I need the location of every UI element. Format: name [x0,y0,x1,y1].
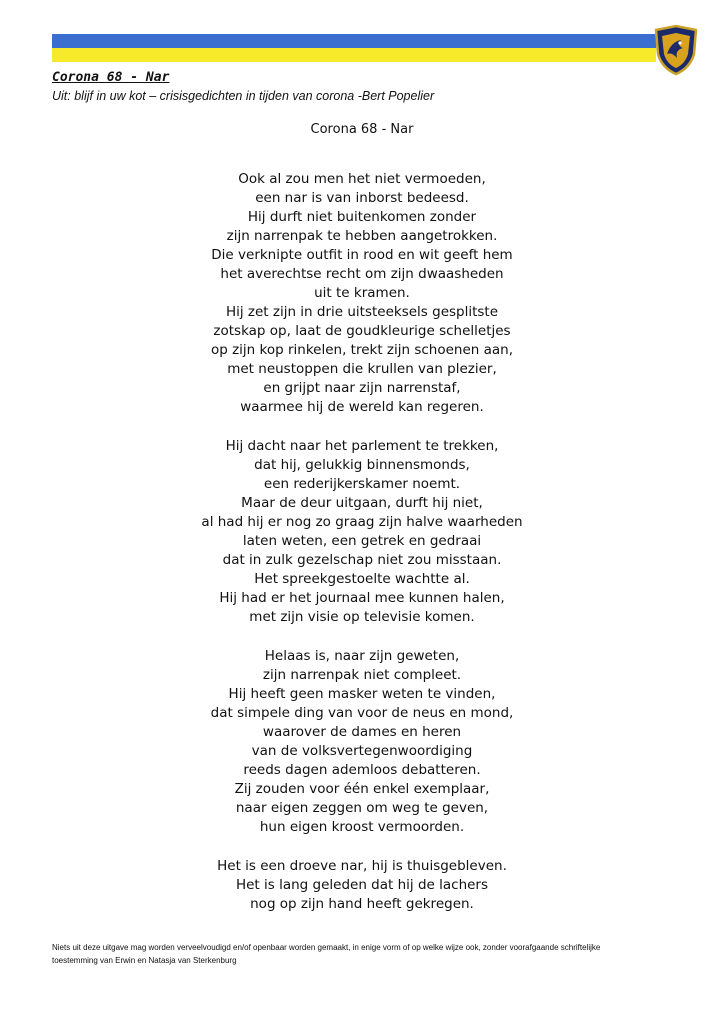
poem-line: Hij zet zijn in drie uitsteeksels gesplitste [225,304,499,320]
poem-line: Ook al zou men het niet vermoeden, [238,171,486,187]
poem-line: met neustoppen die krullen van plezier, [227,361,497,377]
poem-line: een nar is van inborst bedeesd. [255,190,469,206]
poem-line: met zijn visie op televisie komen. [249,609,475,625]
poem-line: dat simpele ding van voor de neus en mond, [210,705,514,721]
poem-line: het averechtse recht om zijn dwaasheden [220,266,504,282]
poem-line: Het spreekgestoelte wachtte al. [254,571,470,587]
poem-line: naar eigen zeggen om weg te geven, [235,800,489,816]
document-heading: Corona 68 - Nar [52,70,170,85]
poem-line: en grijpt naar zijn narrenstaf, [263,380,461,396]
poem-line: uit te kramen. [314,285,410,301]
copyright-footer [52,941,682,967]
poem-line: een rederijkerskamer noemt. [263,476,461,492]
poem-line: Zij zouden voor één enkel exemplaar, [234,781,490,797]
poem-line: hun eigen kroost vermoorden. [259,819,465,835]
poem-line: dat hij, gelukkig binnensmonds, [254,457,470,473]
poem-line: Het is een droeve nar, hij is thuisgebleven. [217,858,507,874]
poem-line: Hij durft niet buitenkomen zonder [247,209,477,225]
shield-logo-icon [653,24,699,76]
poem-line: waarmee hij de wereld kan regeren. [240,399,484,415]
poem-line: nog op zijn hand heeft gekregen. [250,896,474,912]
poem-line: al had hij er nog zo graag zijn halve waarheden [201,514,523,530]
footer-line: Niets uit deze uitgave mag worden verveelvoudigd en/of openbaar worden gemaakt, in enige vorm of op welke wijze ook, zonder voorafgaande schriftelijke [52,943,601,952]
poem-line: Helaas is, naar zijn geweten, [264,648,460,664]
source-citation: Uit: blijf in uw kot – crisisgedichten in tijden van corona -Bert Popelier [52,89,435,103]
footer-line: toestemming van Erwin en Natasja van Sterkenburg [52,956,237,965]
poem-line: dat in zulk gezelschap niet zou misstaan. [222,552,502,568]
poem-line: Hij heeft geen masker weten te vinden, [228,686,496,702]
poem-line: waarover de dames en heren [262,724,462,740]
poem-line: Het is lang geleden dat hij de lachers [235,877,489,893]
poem-line: zijn narrenpak niet compleet. [262,667,462,683]
header-band-yellow [52,48,656,62]
poem-line: reeds dagen ademloos debatteren. [243,762,481,778]
poem-line: van de volksvertegenwoordiging [251,743,473,759]
poem-line: laten weten, een getrek en gedraai [242,533,482,549]
poem-line: op zijn kop rinkelen, trekt zijn schoenen aan, [210,342,514,358]
poem-stanza [0,170,724,417]
poem-stanza [0,437,724,627]
poem-title: Corona 68 - Nar [310,122,414,137]
poem-line: zotskap op, laat de goudkleurige schelletjes [213,323,511,339]
poem-stanza [0,647,724,837]
poem-stanza [0,857,724,914]
poem-line: Hij dacht naar het parlement te trekken, [225,438,499,454]
poem-line: Maar de deur uitgaan, durft hij niet, [241,495,483,511]
poem-line: Die verknipte outfit in rood en wit geeft hem [211,247,513,263]
poem-line: Hij had er het journaal mee kunnen halen, [219,590,505,606]
poem-line: zijn narrenpak te hebben aangetrokken. [226,228,498,244]
header-band-blue [52,34,656,48]
poem-body [0,170,724,934]
